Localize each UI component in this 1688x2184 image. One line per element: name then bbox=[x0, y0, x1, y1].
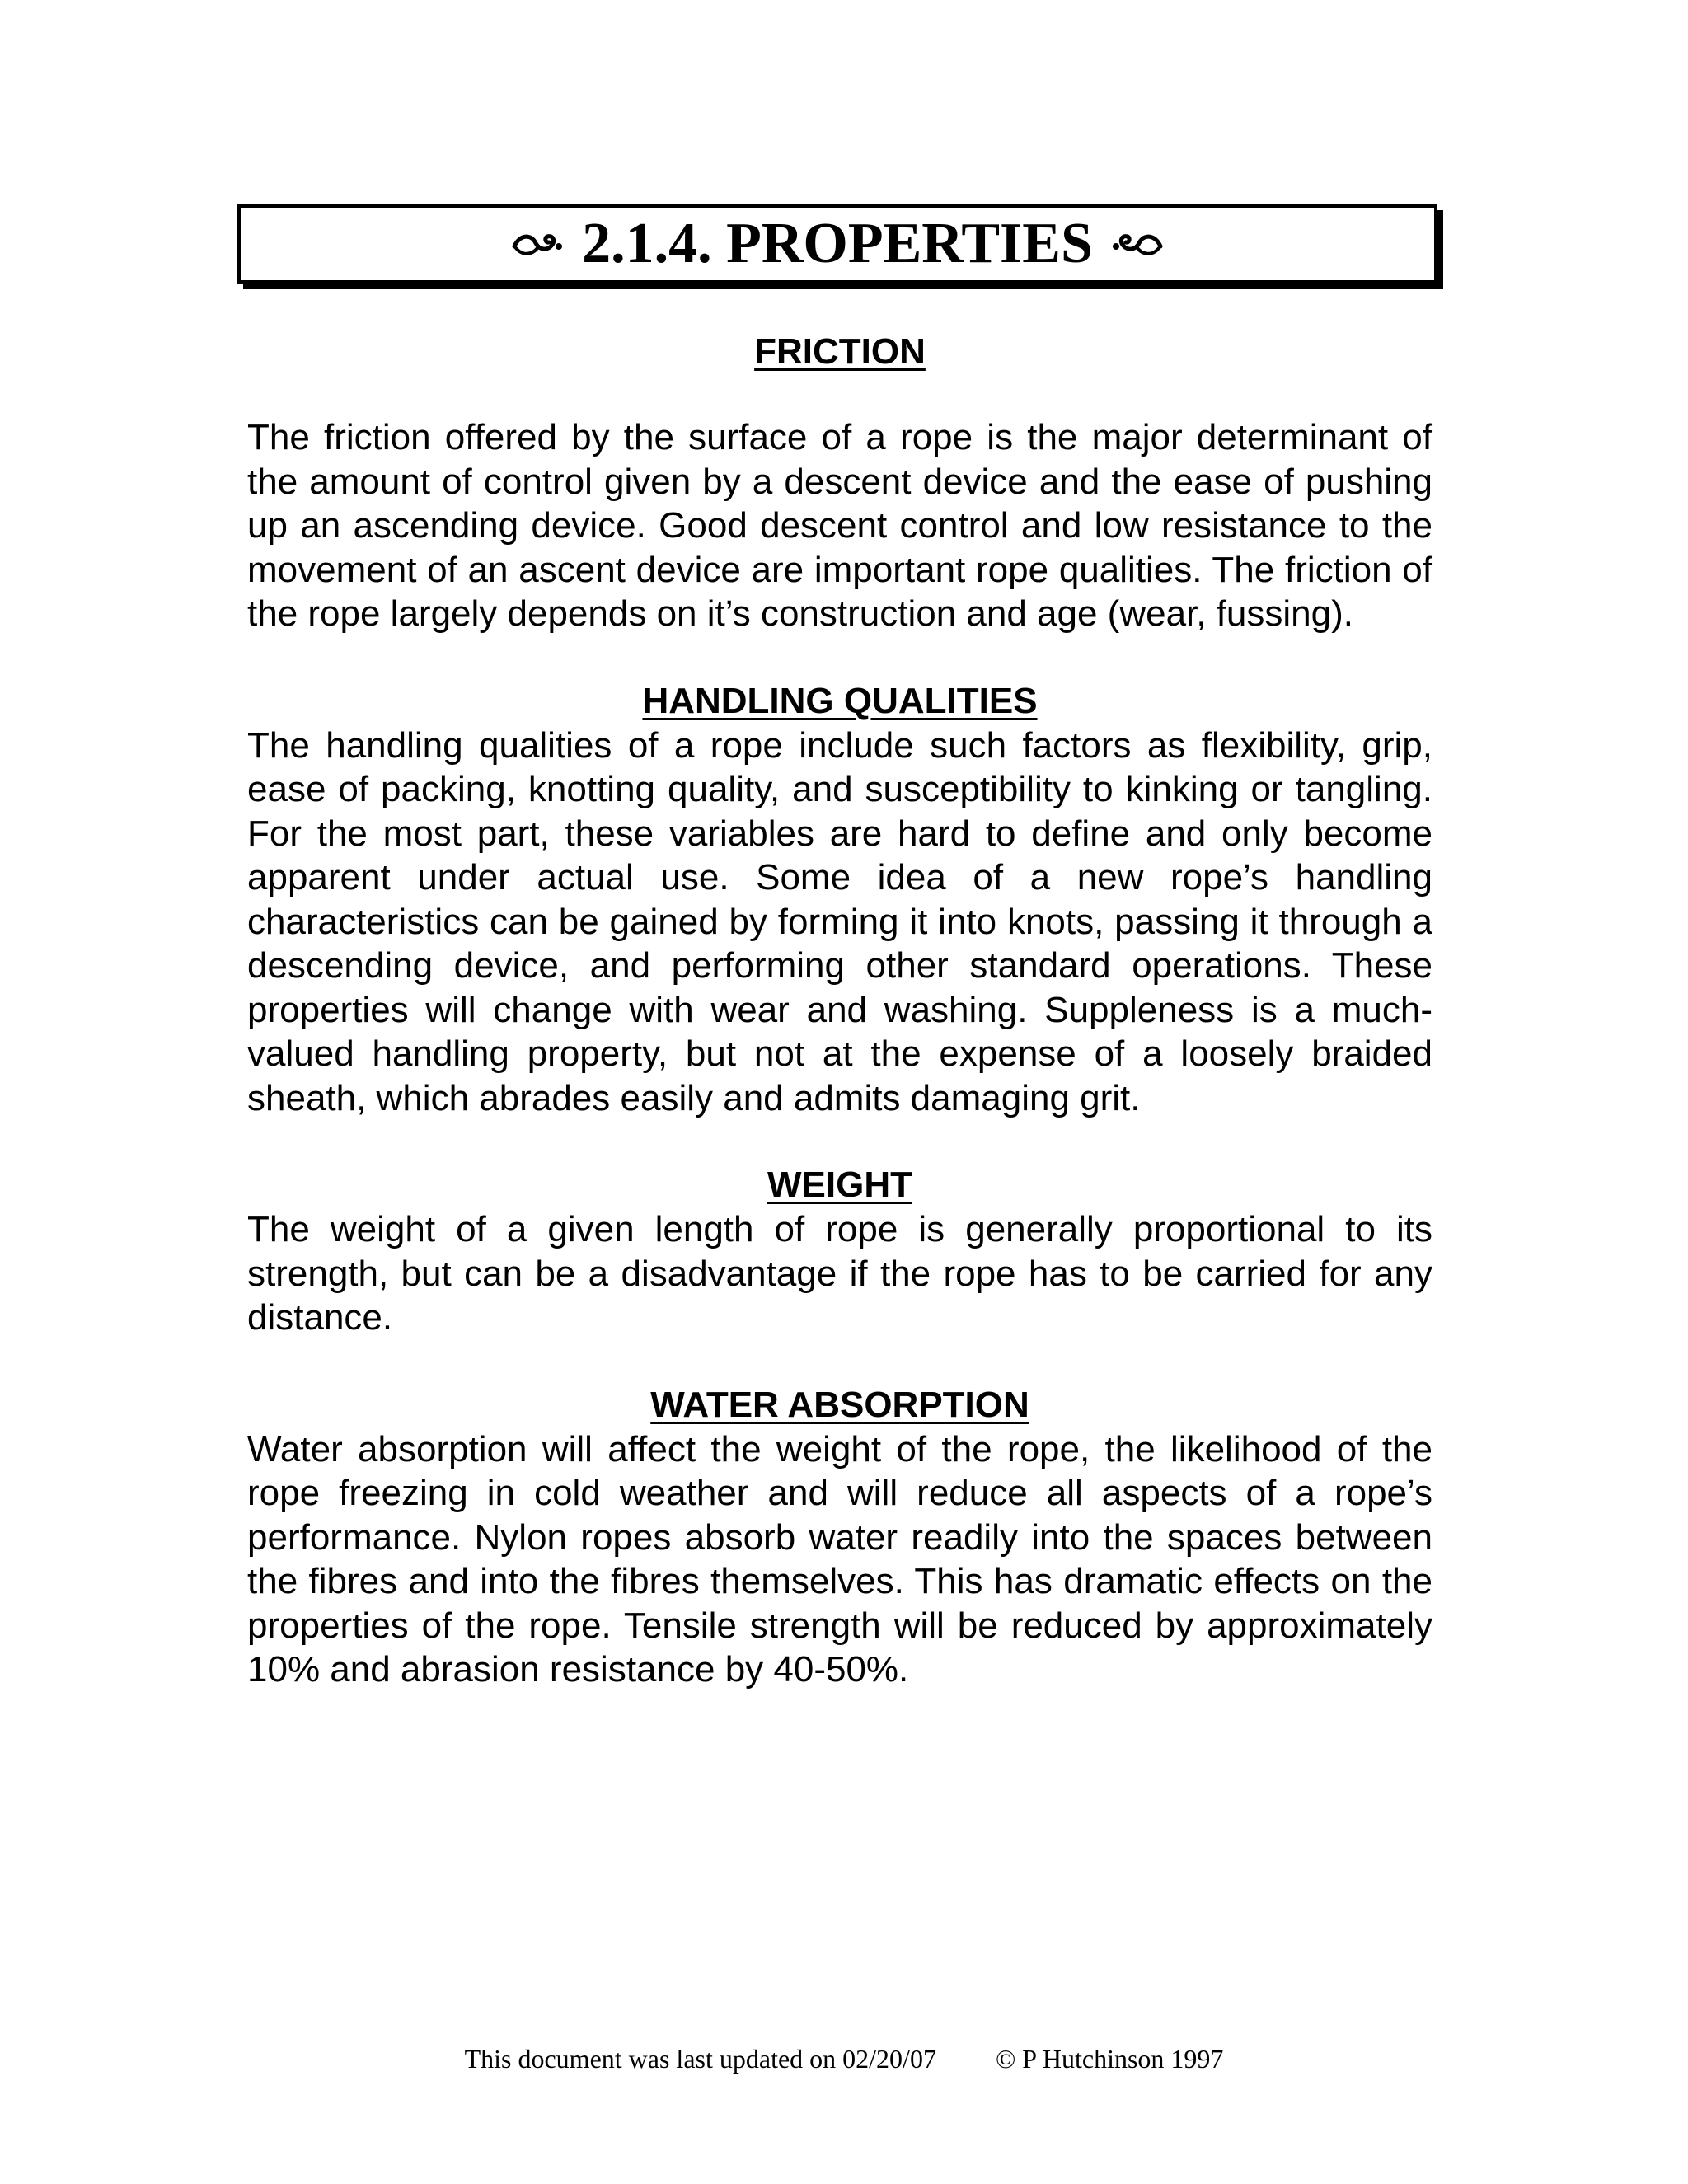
section-heading-water-absorption: WATER ABSORPTION bbox=[650, 1384, 1029, 1425]
footer-copyright: © P Hutchinson 1997 bbox=[995, 2044, 1224, 2074]
document-body bbox=[247, 330, 1432, 1692]
section-heading-weight: WEIGHT bbox=[767, 1165, 912, 1205]
title-text: 2.1.4. PROPERTIES bbox=[582, 212, 1093, 275]
section-text-weight: The weight of a given length of rope is generally proportional to its strength, but can be a disadvantage if the rope has to be carried for any distance. bbox=[247, 1209, 1432, 1338]
page-title bbox=[511, 212, 1164, 275]
page-footer bbox=[0, 2042, 1688, 2075]
title-box bbox=[237, 204, 1437, 284]
section-text-water-absorption: Water absorption will affect the weight of the rope, the likelihood of the rope freezing in cold weather and will reduce all aspects of a rope’s performance. Nylon ropes absorb water readily into the spaces between the fibres and into the fibres themselves. This has dramatic effects on the properties of the rope. Tensile strength will be reduced by approximately 10% and abrasion resistance by 40-50%. bbox=[247, 1428, 1432, 1690]
fleuron-right-icon bbox=[1111, 228, 1164, 260]
section-text-friction: The friction offered by the surface of a rope is the major determinant of the amount of control given by a descent device and the ease of pushing up an ascending device. Good descent control and low resistance to the movement of an ascent device are important rope qualities. The friction of the rope largely depends on it’s construction and age (wear, fussing). bbox=[247, 417, 1432, 634]
section-heading-friction: FRICTION bbox=[754, 331, 926, 372]
footer-updated: This document was last updated on 02/20/07 bbox=[464, 2044, 936, 2074]
section-text-handling-qualities: The handling qualities of a rope include such factors as flexibility, grip, ease of packing, knotting quality, and susceptibility to kinking or tangling. For the most part, these variables are hard to define and only become apparent under actual use. Some idea of a new rope’s handling characteristics can be gained by forming it into knots, passing it through a descending device, and performing other standard operations. These properties will change with wear and washing. Suppleness is a much-valued handling property, but not at the expense of a loosely braided sheath, which abrades easily and admits damaging grit. bbox=[247, 724, 1432, 1118]
fleuron-left-icon bbox=[511, 228, 564, 260]
section-heading-handling-qualities: HANDLING QUALITIES bbox=[642, 680, 1038, 721]
